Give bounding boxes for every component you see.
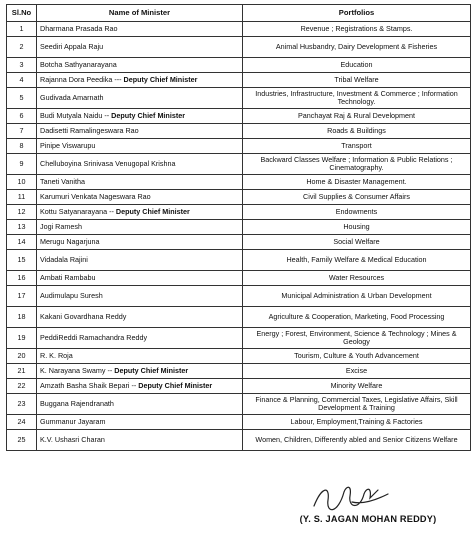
table-row: [7, 349, 471, 364]
table-row: [7, 58, 471, 73]
signatory-name: (Y. S. JAGAN MOHAN REDDY): [299, 514, 437, 524]
table-row: [7, 22, 471, 37]
table-row: [7, 364, 471, 379]
row-portfolio: Roads & Buildings: [243, 124, 471, 139]
row-portfolio: Agriculture & Cooperation, Marketing, Food Processing: [243, 307, 471, 328]
row-slno: 2: [7, 37, 37, 58]
row-portfolio: Women, Children, Differently abled and Senior Citizens Welfare: [243, 430, 471, 451]
row-portfolio: Revenue ; Registrations & Stamps.: [243, 22, 471, 37]
row-minister-name: [37, 349, 243, 364]
header-portfolios: Portfolios: [243, 5, 471, 22]
minister-name: PeddiReddi Ramachandra Reddy: [40, 332, 148, 342]
minister-name: Kakani Govardhana Reddy: [40, 311, 127, 321]
row-portfolio: Tourism, Culture & Youth Advancement: [243, 349, 471, 364]
table-row: [7, 394, 471, 415]
row-slno: 23: [7, 394, 37, 415]
row-portfolio: Endowments: [243, 205, 471, 220]
minister-name: K. Narayana Swamy --: [40, 365, 113, 375]
deputy-cm-label: Deputy Chief Minister: [138, 380, 213, 390]
minister-name: Karumuri Venkata Nageswara Rao: [40, 191, 151, 201]
row-portfolio: Industries, Infrastructure, Investment & Commerce ; Information Technology.: [243, 88, 471, 109]
minister-name: Kottu Satyanarayana --: [40, 206, 114, 216]
row-minister-name: [37, 286, 243, 307]
row-slno: 3: [7, 58, 37, 73]
row-portfolio: Transport: [243, 139, 471, 154]
row-portfolio: Social Welfare: [243, 235, 471, 250]
table-row: [7, 190, 471, 205]
row-minister-name: [37, 58, 243, 73]
table-row: [7, 307, 471, 328]
table-row: [7, 37, 471, 58]
minister-name: Gudivada Amarnath: [40, 92, 104, 102]
minister-name: Budi Mutyala Naidu --: [40, 110, 110, 120]
row-portfolio: Backward Classes Welfare ; Information & Public Relations ; Cinematography.: [243, 154, 471, 175]
row-minister-name: [37, 250, 243, 271]
table-row: [7, 124, 471, 139]
row-minister-name: [37, 154, 243, 175]
table-row: [7, 205, 471, 220]
table-row: [7, 379, 471, 394]
minister-name: Dharmana Prasada Rao: [40, 23, 118, 33]
row-minister-name: [37, 124, 243, 139]
table-row: [7, 430, 471, 451]
minister-name: Buggana Rajendranath: [40, 398, 114, 408]
header-name: Name of Minister: [37, 5, 243, 22]
deputy-cm-label: Deputy Chief Minister: [114, 365, 189, 375]
row-slno: 18: [7, 307, 37, 328]
row-minister-name: [37, 307, 243, 328]
minister-name: Gummanur Jayaram: [40, 416, 106, 426]
minister-name: Merugu Nagarjuna: [40, 236, 100, 246]
row-slno: 5: [7, 88, 37, 109]
row-slno: 1: [7, 22, 37, 37]
row-portfolio: Health, Family Welfare & Medical Education: [243, 250, 471, 271]
deputy-cm-label: Deputy Chief Minister: [115, 206, 190, 216]
row-portfolio: Municipal Administration & Urban Development: [243, 286, 471, 307]
header-slno: Sl.No: [7, 5, 37, 22]
row-slno: 24: [7, 415, 37, 430]
row-slno: 20: [7, 349, 37, 364]
row-minister-name: [37, 415, 243, 430]
minister-name: Rajanna Dora Peedika ---: [40, 74, 122, 84]
row-slno: 12: [7, 205, 37, 220]
deputy-cm-label: Deputy Chief Minister: [123, 74, 198, 84]
table-row: [7, 415, 471, 430]
row-portfolio: Panchayat Raj & Rural Development: [243, 109, 471, 124]
table-row: [7, 250, 471, 271]
row-slno: 17: [7, 286, 37, 307]
minister-name: Chelluboyina Srinivasa Venugopal Krishna: [40, 158, 176, 168]
row-slno: 13: [7, 220, 37, 235]
minister-name: Seediri Appala Raju: [40, 41, 104, 51]
minister-name: Vidadala Rajini: [40, 254, 88, 264]
row-slno: 8: [7, 139, 37, 154]
row-portfolio: Water Resources: [243, 271, 471, 286]
minister-name: Dadisetti Ramalingeswara Rao: [40, 125, 139, 135]
ministers-table: [6, 4, 471, 451]
table-header-row: [7, 5, 471, 22]
table-body: [7, 22, 471, 451]
row-minister-name: [37, 37, 243, 58]
row-slno: 25: [7, 430, 37, 451]
row-portfolio: Minority Welfare: [243, 379, 471, 394]
row-slno: 7: [7, 124, 37, 139]
row-minister-name: [37, 109, 243, 124]
table-row: [7, 109, 471, 124]
table-row: [7, 88, 471, 109]
row-slno: 19: [7, 328, 37, 349]
minister-name: Amzath Basha Shaik Bepari --: [40, 380, 137, 390]
row-slno: 9: [7, 154, 37, 175]
row-minister-name: [37, 271, 243, 286]
deputy-cm-label: Deputy Chief Minister: [111, 110, 186, 120]
table-row: [7, 220, 471, 235]
table-row: [7, 73, 471, 88]
row-minister-name: [37, 73, 243, 88]
row-portfolio: Animal Husbandry, Dairy Development & Fisheries: [243, 37, 471, 58]
row-portfolio: Tribal Welfare: [243, 73, 471, 88]
minister-name: R. K. Roja: [40, 350, 73, 360]
row-portfolio: Home & Disaster Management.: [243, 175, 471, 190]
row-slno: 22: [7, 379, 37, 394]
minister-name: Audimulapu Suresh: [40, 290, 103, 300]
row-portfolio: Housing: [243, 220, 471, 235]
row-portfolio: Labour, Employment,Training & Factories: [243, 415, 471, 430]
row-slno: 10: [7, 175, 37, 190]
table-row: [7, 235, 471, 250]
row-portfolio: Excise: [243, 364, 471, 379]
row-portfolio: Civil Supplies & Consumer Affairs: [243, 190, 471, 205]
row-minister-name: [37, 235, 243, 250]
row-slno: 4: [7, 73, 37, 88]
table-row: [7, 286, 471, 307]
row-portfolio: Finance & Planning, Commercial Taxes, Legislative Affairs, Skill Development & Training: [243, 394, 471, 415]
row-slno: 15: [7, 250, 37, 271]
row-minister-name: [37, 328, 243, 349]
minister-name: Pinipe Viswarupu: [40, 140, 96, 150]
minister-name: Ambati Rambabu: [40, 272, 96, 282]
table-row: [7, 154, 471, 175]
row-slno: 6: [7, 109, 37, 124]
row-minister-name: [37, 205, 243, 220]
row-minister-name: [37, 139, 243, 154]
row-minister-name: [37, 364, 243, 379]
row-slno: 21: [7, 364, 37, 379]
table-row: [7, 328, 471, 349]
row-minister-name: [37, 430, 243, 451]
table-row: [7, 175, 471, 190]
row-slno: 14: [7, 235, 37, 250]
table-row: [7, 271, 471, 286]
row-portfolio: Education: [243, 58, 471, 73]
table-row: [7, 139, 471, 154]
minister-name: Taneti Vanitha: [40, 176, 86, 186]
row-minister-name: [37, 175, 243, 190]
minister-name: Jogi Ramesh: [40, 221, 82, 231]
minister-name: K.V. Ushasri Charan: [40, 434, 105, 444]
row-minister-name: [37, 220, 243, 235]
row-minister-name: [37, 394, 243, 415]
row-minister-name: [37, 379, 243, 394]
row-minister-name: [37, 88, 243, 109]
minister-name: Botcha Sathyanarayana: [40, 59, 117, 69]
row-slno: 16: [7, 271, 37, 286]
row-portfolio: Energy ; Forest, Environment, Science & Technology ; Mines & Geology: [243, 328, 471, 349]
row-minister-name: [37, 22, 243, 37]
row-minister-name: [37, 190, 243, 205]
signature-block: [268, 480, 468, 534]
row-slno: 11: [7, 190, 37, 205]
